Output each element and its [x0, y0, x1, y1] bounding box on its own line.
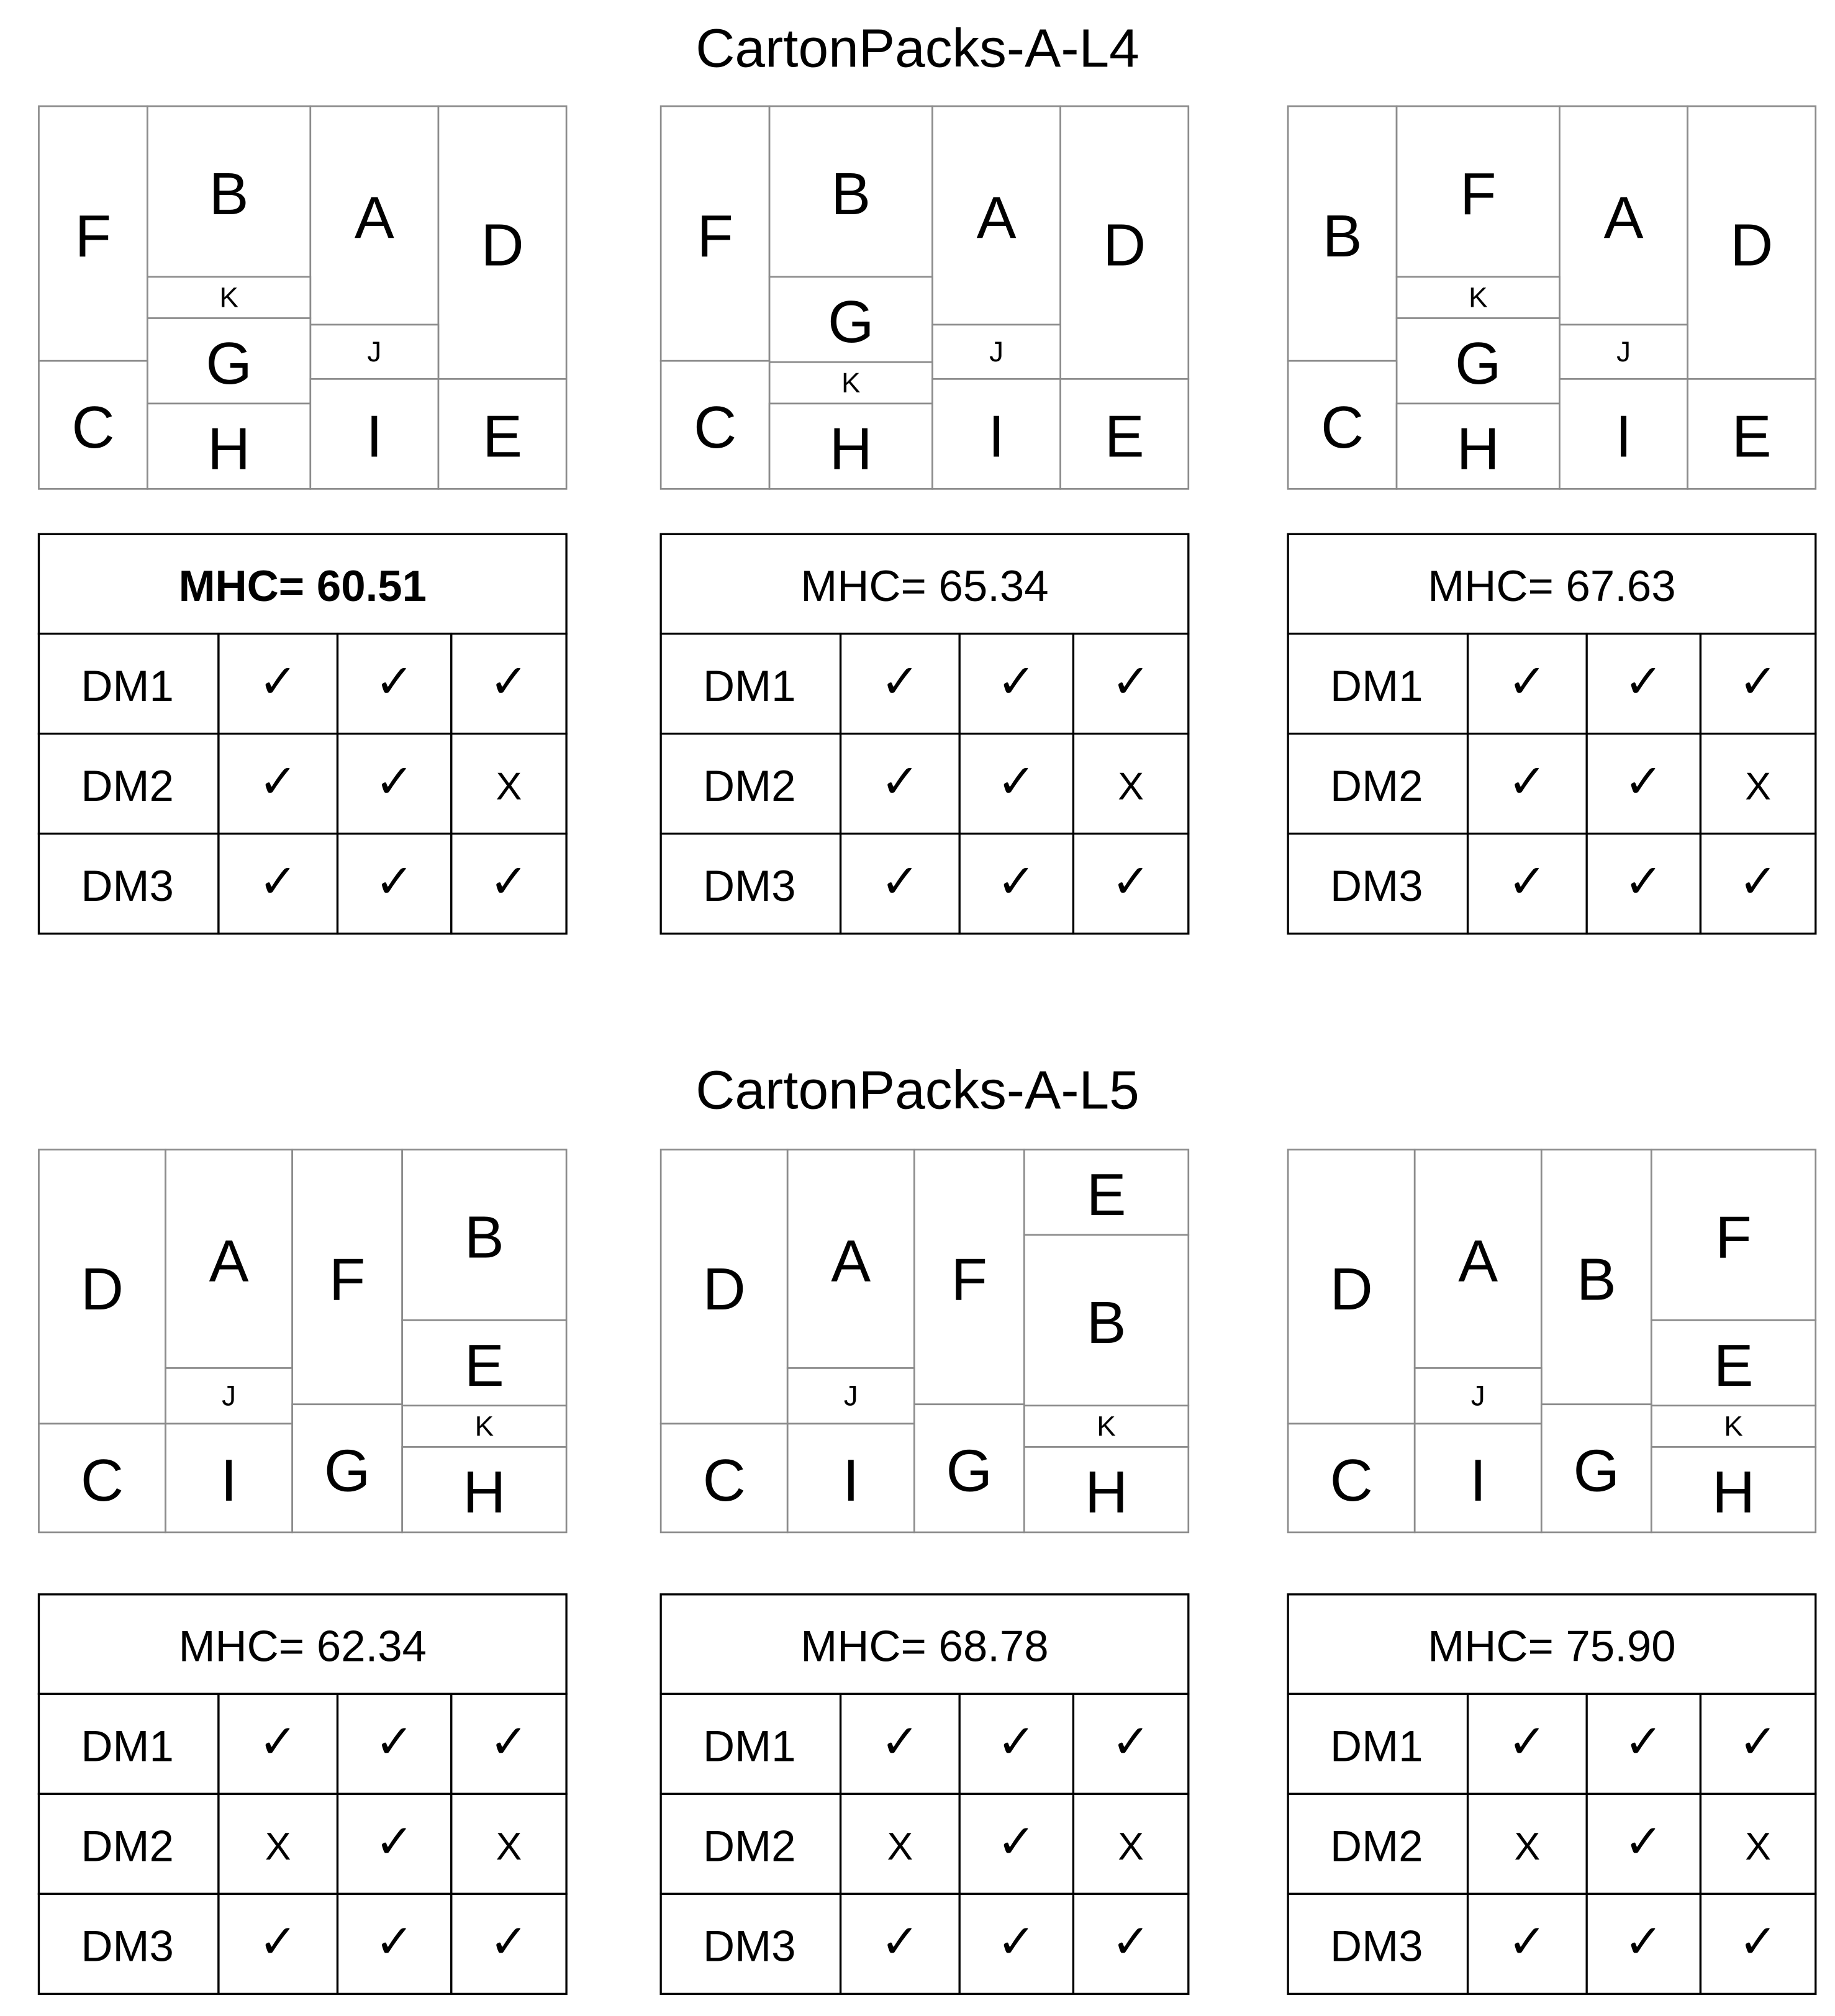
check-mark: ✓: [880, 854, 920, 909]
pack-cell-label: D: [80, 1255, 124, 1322]
carton-layout: [661, 1150, 1189, 1994]
dm-row-label: DM1: [81, 1722, 174, 1771]
check-mark: ✓: [1507, 754, 1547, 809]
check-mark: ✓: [1738, 653, 1778, 708]
pack-cell-label: H: [829, 415, 872, 482]
pack-cell-label: I: [220, 1447, 237, 1514]
dm-row-label: DM1: [81, 661, 174, 711]
check-mark: ✓: [1738, 854, 1778, 909]
dm-row-label: DM2: [703, 1822, 796, 1871]
dm-row-label: DM3: [81, 861, 174, 911]
pack-cell-label: A: [976, 184, 1017, 251]
pack-cell-label: C: [1330, 1447, 1373, 1514]
pack-cell-label: C: [1320, 394, 1364, 461]
pack-cell-label: D: [1330, 1255, 1373, 1322]
check-mark: ✓: [997, 1914, 1036, 1969]
check-mark: ✓: [1738, 1714, 1778, 1769]
dm-row-label: DM2: [1330, 1822, 1423, 1871]
pack-cell-label: D: [1103, 212, 1146, 279]
cross-mark: X: [496, 764, 522, 808]
pack-cell-label: B: [1322, 202, 1362, 269]
pack-cell-label: H: [1084, 1458, 1128, 1526]
pack-cell-label: A: [1458, 1228, 1498, 1295]
section-title: CartonPacks-A-L5: [695, 1059, 1140, 1121]
mhc-value: MHC= 68.78: [800, 1622, 1049, 1671]
carton-layout: [661, 106, 1189, 934]
check-mark: ✓: [258, 1714, 298, 1769]
check-mark: ✓: [1624, 653, 1664, 708]
mhc-table: [39, 534, 566, 933]
pack-cell-label: C: [702, 1447, 746, 1514]
check-mark: ✓: [489, 1714, 528, 1769]
pack-cell-label: K: [474, 1410, 494, 1442]
pack-cell-label: I: [988, 403, 1005, 470]
pack-cell-label: K: [1724, 1410, 1743, 1442]
pack-cell-label: B: [831, 161, 871, 228]
dm-row-label: DM3: [81, 1922, 174, 1971]
pack-cell-label: E: [1713, 1332, 1754, 1399]
check-mark: ✓: [997, 1814, 1036, 1869]
check-mark: ✓: [374, 754, 414, 809]
carton-layout: [1288, 1150, 1816, 1994]
check-mark: ✓: [1111, 854, 1151, 909]
check-mark: ✓: [997, 653, 1036, 708]
pack-diagram: [661, 1150, 1189, 1532]
pack-diagram: [39, 106, 566, 489]
check-mark: ✓: [1624, 1714, 1664, 1769]
pack-cell-label: F: [951, 1246, 988, 1313]
pack-cell-label: E: [1086, 1161, 1126, 1228]
check-mark: ✓: [374, 1914, 414, 1969]
mhc-value: MHC= 62.34: [178, 1622, 427, 1671]
pack-diagram: [661, 106, 1189, 489]
pack-diagram: [1288, 106, 1816, 489]
cross-mark: X: [1118, 1824, 1144, 1868]
pack-cell-label: E: [464, 1332, 504, 1399]
mhc-table: [1288, 1594, 1816, 1994]
check-mark: ✓: [1111, 1914, 1151, 1969]
mhc-table: [661, 534, 1189, 933]
dm-row-label: DM1: [1330, 661, 1423, 711]
check-mark: ✓: [1624, 754, 1664, 809]
check-mark: ✓: [880, 653, 920, 708]
pack-cell-label: K: [219, 281, 238, 314]
check-mark: ✓: [880, 754, 920, 809]
dm-row-label: DM3: [1330, 1922, 1423, 1971]
pack-cell-label: A: [354, 184, 394, 251]
pack-cell-label: D: [481, 212, 524, 279]
pack-cell-label: J: [1616, 336, 1631, 368]
pack-cell-label: G: [1573, 1437, 1620, 1504]
pack-cell-label: I: [1469, 1447, 1487, 1514]
pack-cell-label: J: [989, 336, 1004, 368]
mhc-value: MHC= 67.63: [1428, 562, 1676, 612]
check-mark: ✓: [489, 1914, 528, 1969]
check-mark: ✓: [1111, 1714, 1151, 1769]
pack-cell-label: G: [946, 1437, 993, 1504]
pack-cell-label: E: [483, 403, 522, 470]
check-mark: ✓: [489, 854, 528, 909]
pack-cell-label: F: [328, 1246, 366, 1313]
check-mark: ✓: [374, 653, 414, 708]
pack-cell-label: H: [1456, 415, 1500, 482]
pack-cell-label: J: [1470, 1380, 1485, 1412]
check-mark: ✓: [880, 1714, 920, 1769]
check-mark: ✓: [1624, 1814, 1664, 1869]
carton-layout: [39, 106, 566, 934]
pack-diagram: [39, 1150, 566, 1532]
cross-mark: X: [1118, 764, 1144, 808]
pack-cell-label: I: [366, 403, 383, 470]
pack-cell-label: H: [1711, 1458, 1756, 1526]
pack-diagram: [1288, 1150, 1816, 1532]
check-mark: ✓: [1738, 1914, 1778, 1969]
pack-cell-label: G: [206, 330, 252, 397]
dm-row-label: DM1: [703, 1722, 796, 1771]
pack-cell-label: A: [209, 1228, 249, 1295]
check-mark: ✓: [1507, 1714, 1547, 1769]
pack-cell-label: I: [842, 1447, 859, 1514]
mhc-value: MHC= 60.51: [178, 562, 427, 612]
cross-mark: X: [496, 1824, 522, 1868]
pack-cell-label: A: [831, 1228, 871, 1295]
pack-cell-label: G: [324, 1437, 371, 1504]
check-mark: ✓: [258, 1914, 298, 1969]
pack-cell-label: K: [841, 367, 861, 399]
mhc-value: MHC= 75.90: [1428, 1622, 1676, 1671]
cross-mark: X: [1745, 1824, 1771, 1868]
pack-cell-label: F: [697, 202, 733, 269]
pack-cell-label: J: [367, 336, 382, 368]
pack-cell-label: J: [222, 1380, 237, 1412]
pack-cell-label: F: [75, 202, 112, 269]
check-mark: ✓: [374, 854, 414, 909]
pack-cell-label: E: [1731, 403, 1772, 470]
check-mark: ✓: [489, 653, 528, 708]
check-mark: ✓: [1624, 854, 1664, 909]
pack-cell-label: B: [209, 161, 249, 228]
pack-cell-label: B: [464, 1204, 504, 1271]
dm-row-label: DM2: [1330, 761, 1423, 811]
section-title: CartonPacks-A-L4: [695, 17, 1140, 79]
pack-cell-label: D: [702, 1255, 746, 1322]
pack-cell-label: A: [1603, 184, 1644, 251]
check-mark: ✓: [997, 854, 1036, 909]
dm-row-label: DM1: [1330, 1722, 1423, 1771]
mhc-value: MHC= 65.34: [800, 562, 1049, 612]
check-mark: ✓: [1507, 1914, 1547, 1969]
pack-cell-label: C: [694, 394, 737, 461]
dm-row-label: DM2: [703, 761, 796, 811]
dm-row-label: DM2: [81, 1822, 174, 1871]
check-mark: ✓: [1507, 854, 1547, 909]
check-mark: ✓: [258, 754, 298, 809]
mhc-table: [1288, 534, 1816, 933]
pack-cell-label: F: [1715, 1204, 1752, 1271]
pack-cell-label: D: [1730, 212, 1774, 279]
check-mark: ✓: [374, 1714, 414, 1769]
pack-cell-label: B: [1576, 1246, 1616, 1313]
pack-cell-label: C: [80, 1447, 124, 1514]
check-mark: ✓: [258, 653, 298, 708]
dm-row-label: DM3: [703, 861, 796, 911]
carton-layout: [39, 1150, 566, 1994]
mhc-table: [661, 1594, 1189, 1994]
check-mark: ✓: [374, 1814, 414, 1869]
check-mark: ✓: [997, 1714, 1036, 1769]
check-mark: ✓: [1507, 653, 1547, 708]
cross-mark: X: [1745, 764, 1771, 808]
pack-cell-label: E: [1104, 403, 1144, 470]
dm-row-label: DM1: [703, 661, 796, 711]
pack-cell-label: F: [1459, 161, 1497, 228]
pack-cell-label: K: [1097, 1410, 1116, 1442]
dm-row-label: DM3: [1330, 861, 1423, 911]
pack-cell-label: I: [1615, 403, 1632, 470]
check-mark: ✓: [258, 854, 298, 909]
pack-cell-label: G: [1454, 330, 1502, 397]
check-mark: ✓: [1624, 1914, 1664, 1969]
dm-row-label: DM3: [703, 1922, 796, 1971]
pack-cell-label: B: [1086, 1290, 1126, 1357]
pack-cell-label: H: [207, 415, 251, 482]
check-mark: ✓: [997, 754, 1036, 809]
pack-cell-label: J: [843, 1380, 858, 1412]
dm-row-label: DM2: [81, 761, 174, 811]
check-mark: ✓: [880, 1914, 920, 1969]
mhc-table: [39, 1594, 566, 1994]
pack-cell-label: C: [71, 394, 115, 461]
pack-cell-label: K: [1468, 281, 1488, 314]
pack-cell-label: G: [827, 289, 874, 356]
cross-mark: X: [265, 1824, 291, 1868]
check-mark: ✓: [1111, 653, 1151, 708]
pack-cell-label: H: [463, 1458, 506, 1526]
cross-mark: X: [1514, 1824, 1541, 1868]
carton-layout: [1288, 106, 1816, 934]
cross-mark: X: [887, 1824, 913, 1868]
